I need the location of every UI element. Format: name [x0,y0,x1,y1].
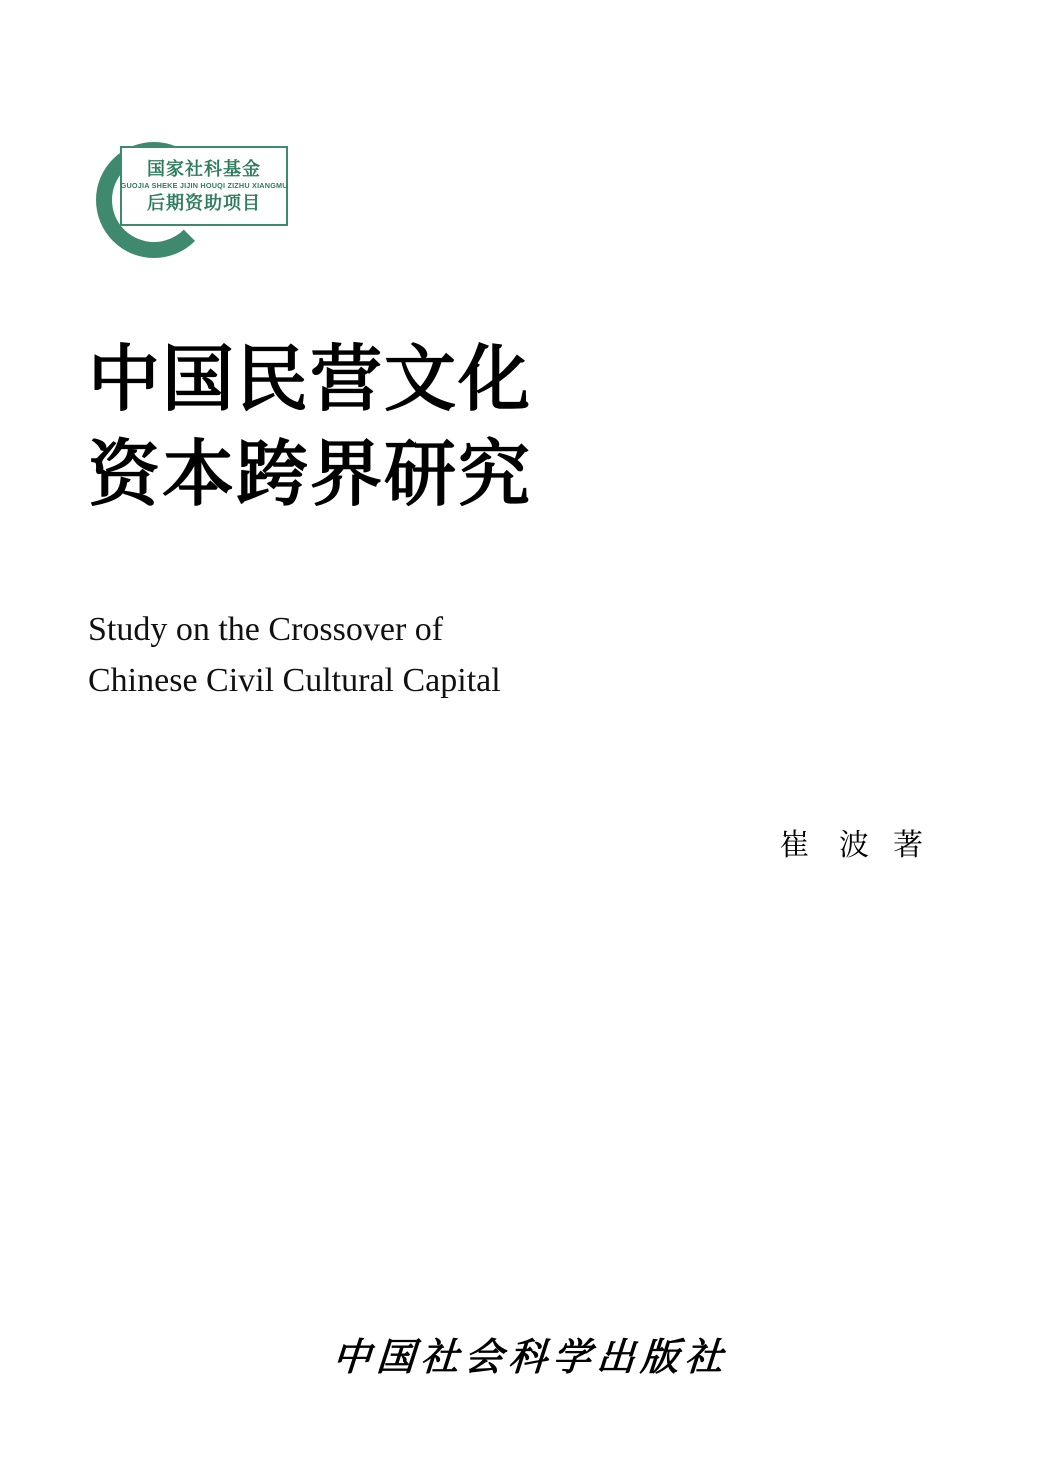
publisher-block [0,1326,1063,1381]
grant-seal [96,130,296,270]
author-name: 崔 波 [779,828,879,863]
page-title-chinese [88,332,788,522]
seal-text-box [120,146,288,226]
seal-pinyin: GUOJIA SHEKE JIJIN HOUQI ZIZHU XIANGMU [120,181,288,191]
publisher-name: 中国社会科学出版社 [331,1334,731,1379]
page-subtitle-english [88,604,848,706]
title-en-line1: Study on the Crossover of [88,611,444,648]
title-cn-line1: 中国民营文化 [88,337,533,421]
seal-line1: 国家社科基金 [147,158,261,179]
title-cn-line2: 资本跨界研究 [88,432,533,517]
seal-line2: 后期资助项目 [147,192,261,213]
title-en-line2: Chinese Civil Cultural Capital [88,662,501,699]
author-byline [779,820,923,864]
author-role: 著 [893,828,923,863]
